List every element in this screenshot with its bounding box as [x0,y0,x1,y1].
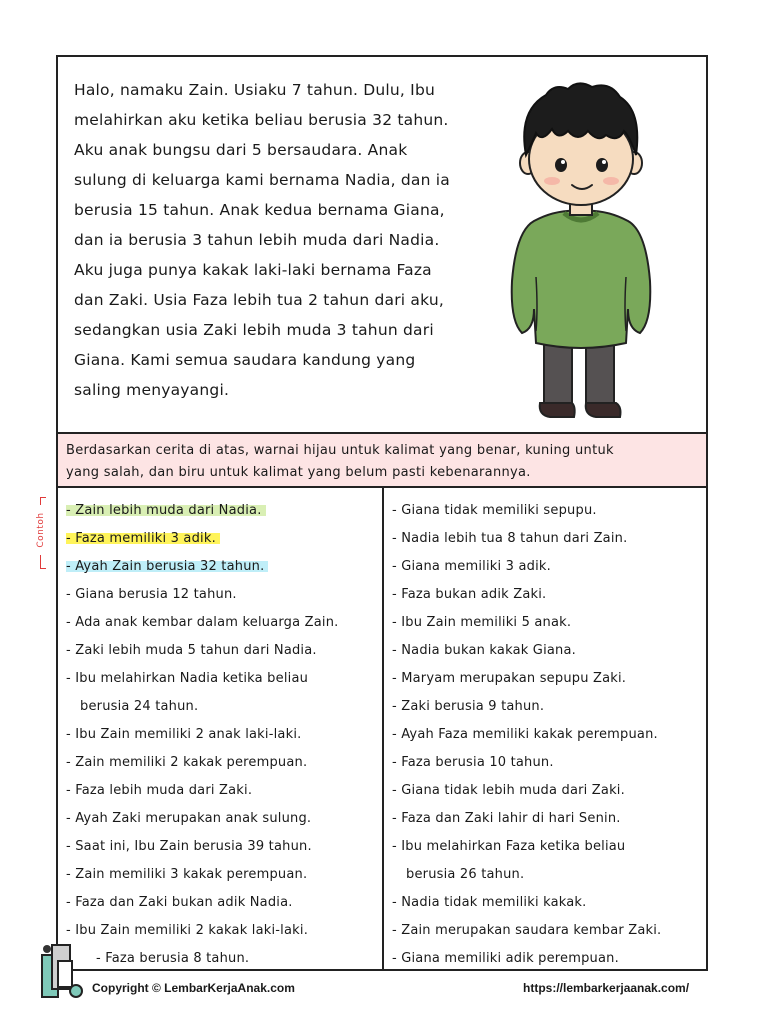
statement-item[interactable] [66,777,382,805]
statement-example-true[interactable] [66,497,382,525]
statement-item[interactable] [66,665,382,693]
statements-right-column [392,497,702,973]
story-line: Halo, namaku Zain. Usiaku 7 tahun. Dulu, Ibu [74,81,436,99]
story-line: sulung di keluarga kami bernama Nadia, dan ia [74,171,450,189]
story-line: dan Zaki. Usia Faza lebih tua 2 tahun dari aku, [74,291,444,309]
statement-item[interactable] [392,917,702,945]
statement-text: - Saat ini, Ibu Zain berusia 39 tahun. [66,839,312,854]
story-line: saling menyayangi. [74,381,230,399]
story-text [74,75,494,405]
instruction-box [58,432,706,488]
statement-item[interactable] [392,665,702,693]
statement-text: - Faza berusia 8 tahun. [96,951,250,966]
column-divider [382,488,384,971]
statement-text: - Faza berusia 10 tahun. [392,755,554,770]
statements-left-column [66,497,382,973]
statement-text: - Maryam merupakan sepupu Zaki. [392,671,627,686]
statement-item[interactable] [392,525,702,553]
statement-text: - Ibu Zain memiliki 2 anak laki-laki. [66,727,302,742]
story-line: Aku juga punya kakak laki-laki bernama Faza [74,261,432,279]
statement-text: - Ayah Zain berusia 32 tahun. [66,558,268,575]
statement-text: - Nadia tidak memiliki kakak. [392,895,587,910]
statement-text: - Ayah Zaki merupakan anak sulung. [66,811,312,826]
statement-item[interactable] [392,497,702,525]
statement-text: berusia 26 tahun. [406,867,525,882]
statement-text: - Zain memiliki 2 kakak perempuan. [66,755,308,770]
statement-item[interactable] [392,777,702,805]
statement-text: - Nadia lebih tua 8 tahun dari Zain. [392,531,628,546]
statement-text: - Faza lebih muda dari Zaki. [66,783,253,798]
example-label: Contoh [36,505,46,555]
instruction-line: yang salah, dan biru untuk kalimat yang belum pasti kebenarannya. [66,465,531,480]
statement-item[interactable] [392,637,702,665]
statement-text: - Giana tidak memiliki sepupu. [392,503,597,518]
statement-item[interactable] [392,889,702,917]
statement-example-uncertain[interactable] [66,553,382,581]
statement-text: berusia 24 tahun. [80,699,199,714]
statement-text: - Ayah Faza memiliki kakak perempuan. [392,727,658,742]
statement-item[interactable] [66,889,382,917]
statement-text: - Zain merupakan saudara kembar Zaki. [392,923,662,938]
example-marker [30,497,52,571]
statement-item[interactable] [66,805,382,833]
instruction-line: Berdasarkan cerita di atas, warnai hijau untuk kalimat yang benar, kuning untuk [66,443,614,458]
story-line: sedangkan usia Zaki lebih muda 3 tahun dari [74,321,434,339]
site-url-link[interactable]: https://lembarkerjaanak.com/ [523,981,690,995]
statement-item[interactable] [392,693,702,721]
copyright-text: Copyright © LembarKerjaAnak.com [92,981,295,995]
statement-item[interactable] [392,721,702,749]
statement-item[interactable] [66,721,382,749]
story-line: berusia 15 tahun. Anak kedua bernama Giana, [74,201,445,219]
statement-item[interactable] [66,833,382,861]
statement-item[interactable] [66,581,382,609]
statement-text: - Giana tidak lebih muda dari Zaki. [392,783,625,798]
statement-item[interactable] [392,833,702,861]
statement-item[interactable] [392,609,702,637]
statement-text: - Giana memiliki 3 adik. [392,559,551,574]
statement-item[interactable] [392,553,702,581]
statement-item[interactable] [392,749,702,777]
statement-item[interactable] [66,945,382,973]
statement-text: - Faza bukan adik Zaki. [392,587,547,602]
statement-text: - Zain lebih muda dari Nadia. [66,502,266,519]
statement-item[interactable] [392,945,702,973]
statement-item[interactable] [66,609,382,637]
statement-item[interactable] [66,917,382,945]
statement-text: - Zaki lebih muda 5 tahun dari Nadia. [66,643,317,658]
story-line: Aku anak bungsu dari 5 bersaudara. Anak [74,141,408,159]
statement-text: - Giana berusia 12 tahun. [66,587,237,602]
story-line: Giana. Kami semua saudara kandung yang [74,351,416,369]
statement-text: - Ibu Zain memiliki 5 anak. [392,615,572,630]
statement-item[interactable] [66,861,382,889]
statement-text: - Zain memiliki 3 kakak perempuan. [66,867,308,882]
statement-text: - Giana memiliki adik perempuan. [392,951,619,966]
story-line: dan ia berusia 3 tahun lebih muda dari Nadia. [74,231,440,249]
statement-example-false[interactable] [66,525,382,553]
statement-item-continuation[interactable] [392,861,702,889]
statement-item[interactable] [392,805,702,833]
statement-text: - Ibu melahirkan Faza ketika beliau [392,839,626,854]
footer [0,978,768,1002]
statement-text: - Ada anak kembar dalam keluarga Zain. [66,615,339,630]
statement-text: - Faza dan Zaki bukan adik Nadia. [66,895,293,910]
statement-text: - Faza memiliki 3 adik. [66,530,220,547]
statement-text: - Zaki berusia 9 tahun. [392,699,545,714]
story-line: melahirkan aku ketika beliau berusia 32 tahun. [74,111,449,129]
statement-item[interactable] [392,581,702,609]
statement-item[interactable] [66,749,382,777]
statement-text: - Faza dan Zaki lahir di hari Senin. [392,811,621,826]
statement-text: - Nadia bukan kakak Giana. [392,643,576,658]
statement-item-continuation[interactable] [66,693,382,721]
statement-text: - Ibu melahirkan Nadia ketika beliau [66,671,309,686]
statement-item[interactable] [66,637,382,665]
statement-text: - Ibu Zain memiliki 2 kakak laki-laki. [66,923,309,938]
worksheet [56,55,708,971]
boy-character-icon [506,81,656,421]
